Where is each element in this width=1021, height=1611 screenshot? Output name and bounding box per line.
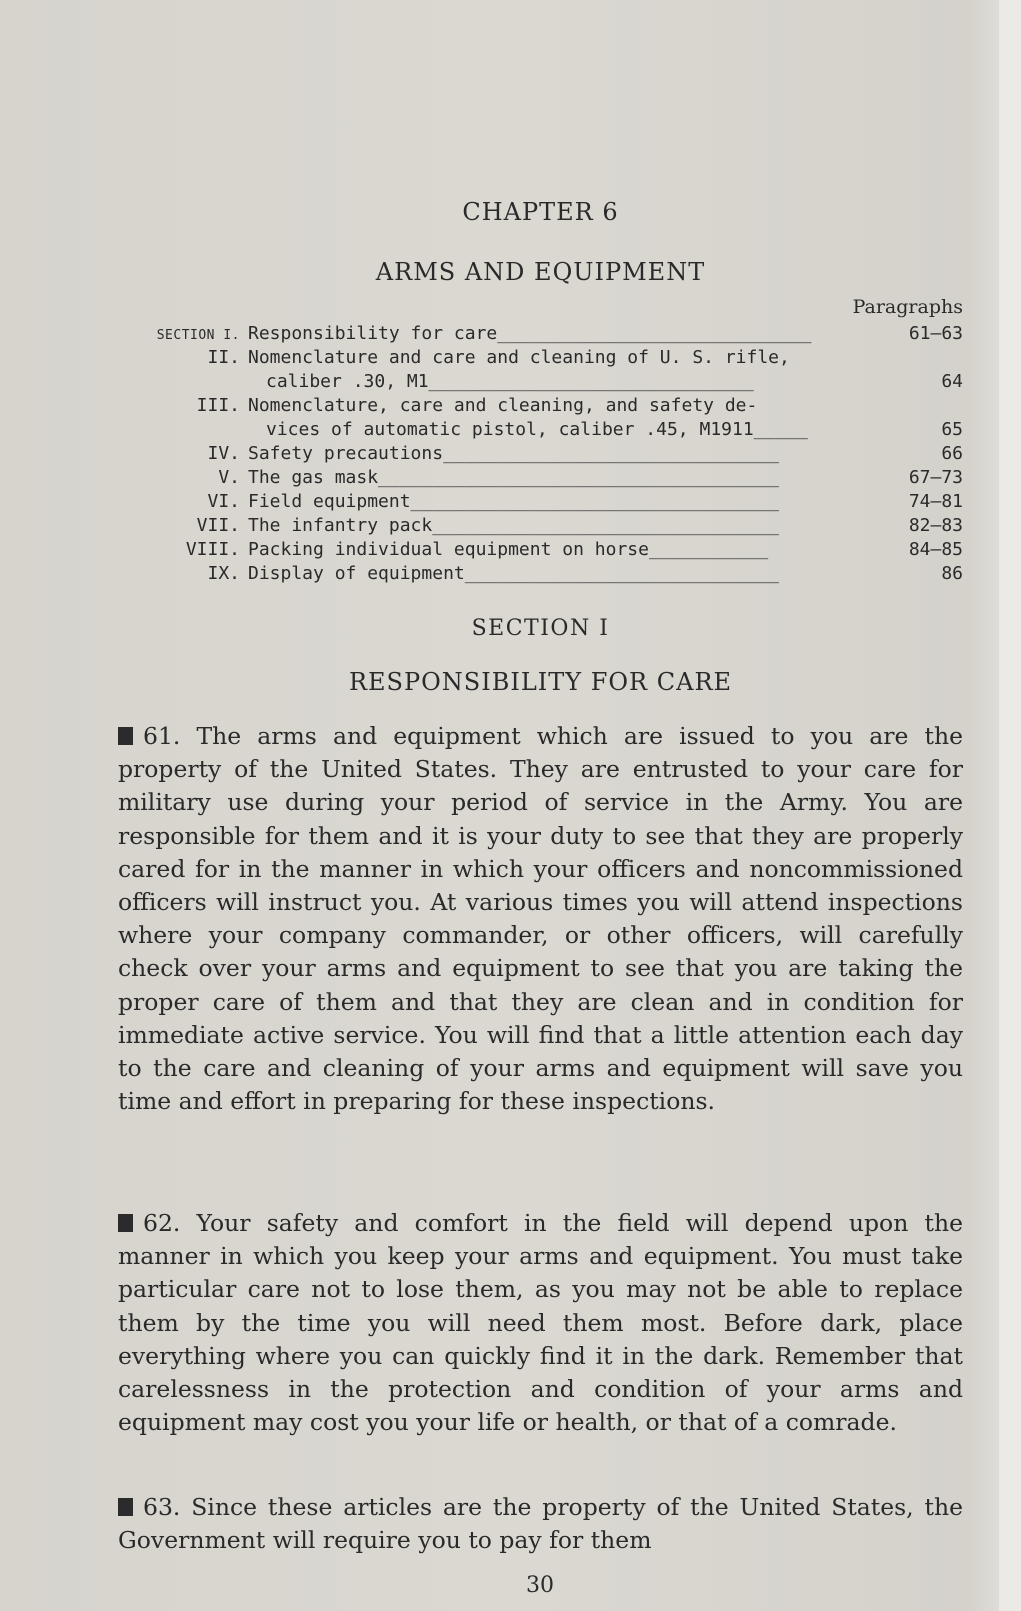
toc-row [118,370,963,394]
toc-row [118,538,963,562]
paragraph-61-text: 61. The arms and equipment which are issued to you are the property of the United States. They are entrusted to your care for military use during your period of service in the Army. You are responsible for them and it is your duty to see that they are properly cared for in the manner in which your officers and noncommissioned officers will instruct you. At various times you will attend inspections where your company commander, or other officers, will carefully check over your arms and equipment to see that you are taking the proper care of them and that they are clean and in condition for immediate active service. You will find that a little attention each day to the care and cleaning of your arms and equipment will save you time and effort in preparing for these inspections. [118,722,963,1116]
toc-row [118,514,963,538]
toc-section-number: VI. [207,491,240,512]
toc-paragraphs: 64 [941,371,963,392]
paragraph-marker-icon [118,1214,133,1232]
toc-section-number: VII. [196,515,240,536]
toc-row [118,346,963,370]
toc-entry-text: The infantry pack________________________________ [248,515,780,536]
toc-entry-text: Nomenclature, care and cleaning, and safety de- [248,395,758,416]
toc-row [118,322,963,346]
toc-paragraphs: 61–63 [908,323,963,344]
paragraph-marker-icon [118,1498,133,1516]
toc-section-number: IX. [207,563,240,584]
toc-entry-text: caliber .30, M1______________________________ [266,371,754,392]
page-edge [999,0,1021,1611]
table-of-contents [118,322,963,586]
toc-paragraphs: 66 [941,443,963,464]
toc-entry-text: Responsibility for care_____________________________ [248,323,812,344]
toc-entry-text: Safety precautions_______________________________ [248,443,780,464]
toc-paragraphs: 86 [941,563,963,584]
paragraphs-heading: Paragraphs [852,296,963,318]
paragraph-63 [118,1491,963,1557]
toc-entry-text: Packing individual equipment on horse___________ [248,539,769,560]
toc-section-number: V. [218,467,240,488]
paragraph-61 [118,720,963,1118]
toc-row [118,442,963,466]
toc-entry-text: The gas mask_____________________________________ [248,467,780,488]
chapter-heading: CHAPTER 6 [462,198,619,226]
toc-entry-text: Field equipment__________________________________ [248,491,780,512]
toc-section-number: SECTION I. [156,328,240,343]
paragraph-62 [118,1207,963,1439]
toc-section-number: II. [207,347,240,368]
toc-entry-text: vices of automatic pistol, caliber .45, M1911_____ [266,419,808,440]
paragraph-marker-icon [118,727,133,745]
toc-section-number: VIII. [185,539,240,560]
paragraph-62-text: 62. Your safety and comfort in the field will depend upon the manner in which you keep your arms and equipment. You must take particular care not to lose them, as you may not be able to replace them by the time you will need them most. Before dark, place everything where you can quickly find it in the dark. Remember that carelessness in the protection and condition of your arms and equipment may cost you your life or health, or that of a comrade. [118,1209,963,1437]
toc-entry-text: Nomenclature and care and cleaning of U. S. rifle, [248,347,790,368]
toc-row [118,418,963,442]
toc-row [118,466,963,490]
toc-section-number: IV. [207,443,240,464]
toc-section-number: III. [196,395,240,416]
chapter-title: ARMS AND EQUIPMENT [375,258,706,286]
page-number: 30 [526,1573,554,1598]
paragraph-63-text: 63. Since these articles are the property of the United States, the Government will require you to pay for them [118,1493,963,1555]
toc-paragraphs: 65 [941,419,963,440]
toc-paragraphs: 84–85 [908,539,963,560]
toc-paragraphs: 74–81 [908,491,963,512]
toc-entry-text: Display of equipment_____________________________ [248,563,780,584]
toc-row [118,394,963,418]
toc-paragraphs: 67–73 [908,467,963,488]
toc-row [118,490,963,514]
section-title: RESPONSIBILITY FOR CARE [348,668,733,696]
toc-paragraphs: 82–83 [908,515,963,536]
toc-row [118,562,963,586]
section-heading: SECTION I [471,616,610,641]
